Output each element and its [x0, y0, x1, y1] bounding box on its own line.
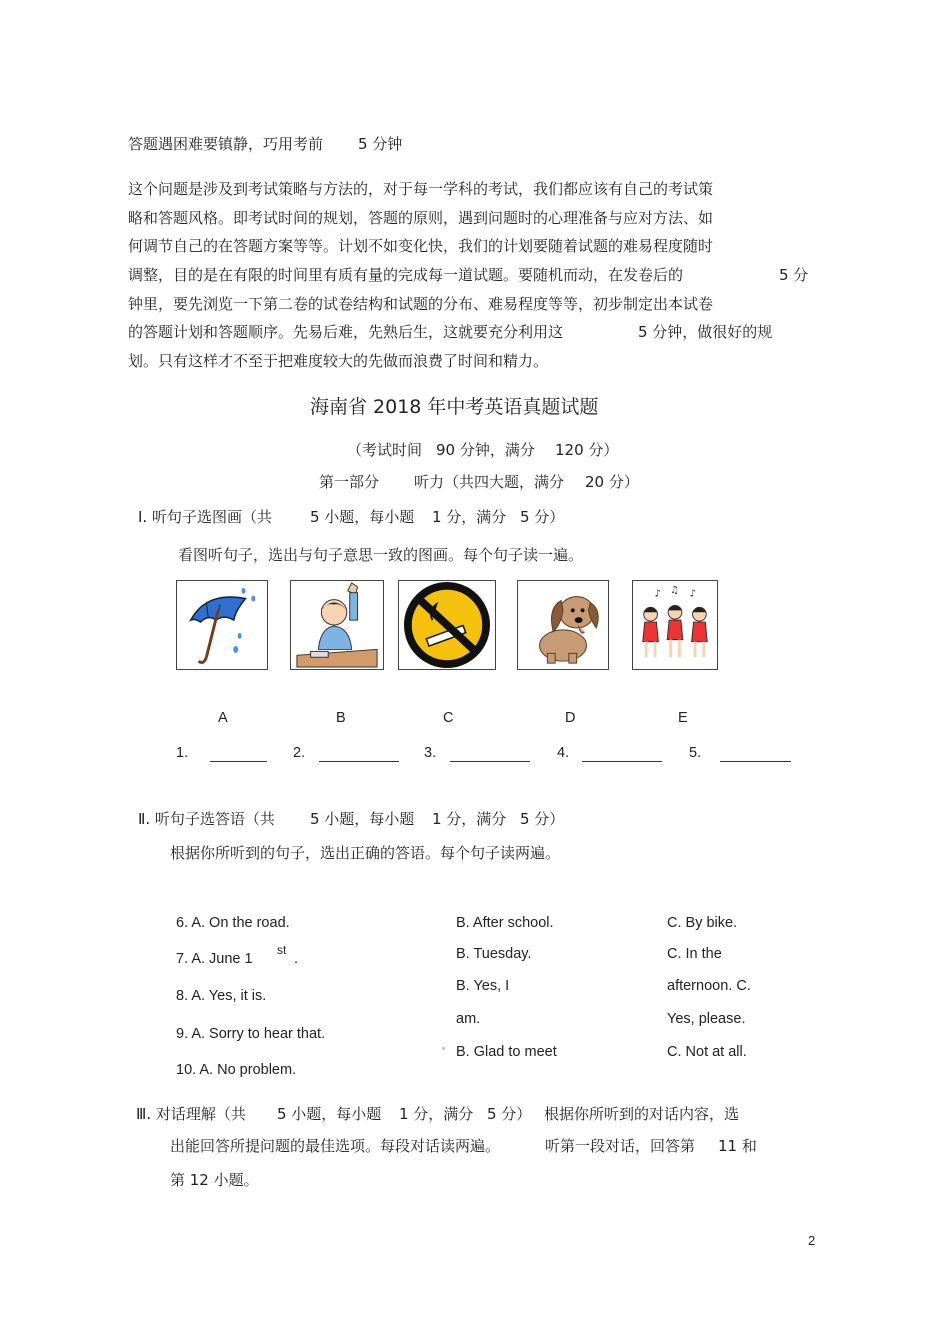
section1-heading-d: 5 分）	[520, 508, 565, 526]
picture-label-a: A	[218, 710, 228, 726]
section2-heading-c: 1 分，满分	[432, 810, 507, 828]
section3-line2-c: 11 和	[718, 1137, 757, 1155]
section2-instruction: 根据你所听到的句子，选出正确的答语。每个句子读两遍。	[170, 844, 561, 862]
exam-time-c: 120 分）	[555, 441, 619, 459]
answer-blank-2[interactable]	[319, 761, 399, 762]
q8-option-b-cont: am.	[456, 1011, 481, 1027]
exam-title: 海南省 2018 年中考英语真题试题	[310, 396, 599, 418]
q9-option-a: 9. A. Sorry to hear that.	[176, 1026, 326, 1042]
section1-instruction: 看图听句子，选出与句子意思一致的图画。每个句子读一遍。	[178, 546, 584, 564]
blank-num-5: 5.	[689, 745, 702, 761]
picture-dog	[517, 580, 609, 670]
svg-text:♫: ♫	[670, 584, 679, 596]
picture-label-d: D	[565, 710, 576, 726]
q7-option-a: 7. A. June 1	[176, 951, 253, 967]
q8-option-a: 8. A. Yes, it is.	[176, 988, 267, 1004]
q7-period: .	[294, 951, 299, 967]
part-c: 20 分）	[585, 473, 639, 491]
picture-umbrella	[176, 580, 268, 670]
answer-blank-1[interactable]	[210, 761, 267, 762]
blank-num-2: 2.	[293, 745, 306, 761]
section2-heading-d: 5 分）	[520, 810, 565, 828]
intro-line-2: 略和答题风格。即考试时间的规划，答题的原则，遇到问题时的心理准备与应对方法、如	[128, 209, 714, 227]
section1-heading-c: 1 分，满分	[432, 508, 507, 526]
singing-girls-icon	[633, 581, 717, 669]
intro-line-1: 这个问题是涉及到考试策略与方法的，对于每一学科的考试，我们都应该有自己的考试策	[128, 180, 714, 198]
section3-line3: 第 12 小题。	[170, 1171, 259, 1189]
q8-option-b: B. Yes, I	[456, 978, 510, 994]
answer-blank-3[interactable]	[450, 761, 530, 762]
intro-line-4: 调整，目的是在有限的时间里有质有量的完成每一道试题。要随机而动，在发卷后的	[128, 266, 684, 284]
intro-heading: 答题遇困难要镇静，巧用考前	[128, 135, 324, 153]
intro-line-5: 钟里，要先浏览一下第二卷的试卷结构和试题的分布、难易程度等等，初步制定出本试卷	[128, 295, 714, 313]
section1-heading-a: Ⅰ. 听句子选图画（共	[138, 508, 272, 526]
picture-boy-raising-hand	[290, 580, 384, 670]
q6-option-c: C. By bike.	[667, 915, 738, 931]
q10-option-a: 10. A. No problem.	[176, 1062, 297, 1078]
q6-option-b: B. After school.	[456, 915, 554, 931]
picture-singing-girls	[632, 580, 718, 670]
stray-dot	[442, 1047, 445, 1050]
section3-line2-a: 出能回答所提问题的最佳选项。每段对话读两遍。	[170, 1137, 501, 1155]
section2-heading-a: Ⅱ. 听句子选答语（共	[138, 810, 275, 828]
part-b: 听力（共四大题，满分	[414, 473, 565, 491]
intro-line-3: 何调节自己的在答题方案等等。计划不如变化快，我们的计划要随着试题的难易程度随时	[128, 237, 714, 255]
svg-text:♪: ♪	[689, 588, 696, 600]
q7-superscript: st	[277, 943, 287, 957]
picture-label-b: B	[336, 710, 346, 726]
answer-blank-5[interactable]	[720, 761, 791, 762]
no-smoking-icon	[399, 581, 495, 669]
exam-time-b: 90 分钟，满分	[436, 441, 535, 459]
q10-option-b: B. Glad to meet	[456, 1044, 557, 1060]
blank-num-1: 1.	[176, 745, 189, 761]
answer-blank-4[interactable]	[582, 761, 662, 762]
umbrella-icon	[177, 581, 267, 669]
q6-option-a: 6. A. On the road.	[176, 915, 290, 931]
blank-num-4: 4.	[557, 745, 570, 761]
section3-heading-b: 5 小题，每小题	[277, 1105, 382, 1123]
section3-line2-b: 听第一段对话，回答第	[545, 1137, 696, 1155]
picture-no-smoking	[398, 580, 496, 670]
q9-option-c: Yes, please.	[667, 1011, 746, 1027]
svg-text:♪: ♪	[654, 588, 661, 600]
dog-icon	[518, 581, 608, 669]
q10-option-c: C. Not at all.	[667, 1044, 747, 1060]
boy-raising-hand-icon	[291, 581, 383, 669]
q7-option-b: B. Tuesday.	[456, 946, 532, 962]
picture-label-c: C	[443, 710, 454, 726]
section3-heading-e: 根据你所听到的对话内容，选	[544, 1105, 740, 1123]
intro-line-7: 划。只有这样才不至于把难度较大的先做而浪费了时间和精力。	[128, 352, 549, 370]
intro-heading-num: 5 分钟	[358, 135, 403, 153]
intro-line-6: 的答题计划和答题顺序。先易后难，先熟后生，这就要充分利用这	[128, 323, 564, 341]
intro-line-4-tail: 5 分	[779, 266, 809, 284]
intro-line-6-tail: 5 分钟，做很好的规	[638, 323, 773, 341]
blank-num-3: 3.	[424, 745, 437, 761]
q7-option-c-cont: afternoon. C.	[667, 978, 751, 994]
section2-heading-b: 5 小题，每小题	[310, 810, 415, 828]
section1-heading-b: 5 小题，每小题	[310, 508, 415, 526]
section3-heading-c: 1 分，满分	[399, 1105, 474, 1123]
section3-heading-d: 5 分）	[487, 1105, 532, 1123]
exam-time-a: （考试时间	[347, 441, 423, 459]
page-number: 2	[808, 1233, 816, 1248]
part-a: 第一部分	[319, 473, 380, 491]
picture-label-e: E	[678, 710, 688, 726]
q7-option-c: C. In the	[667, 946, 722, 962]
section3-heading-a: Ⅲ. 对话理解（共	[136, 1105, 246, 1123]
